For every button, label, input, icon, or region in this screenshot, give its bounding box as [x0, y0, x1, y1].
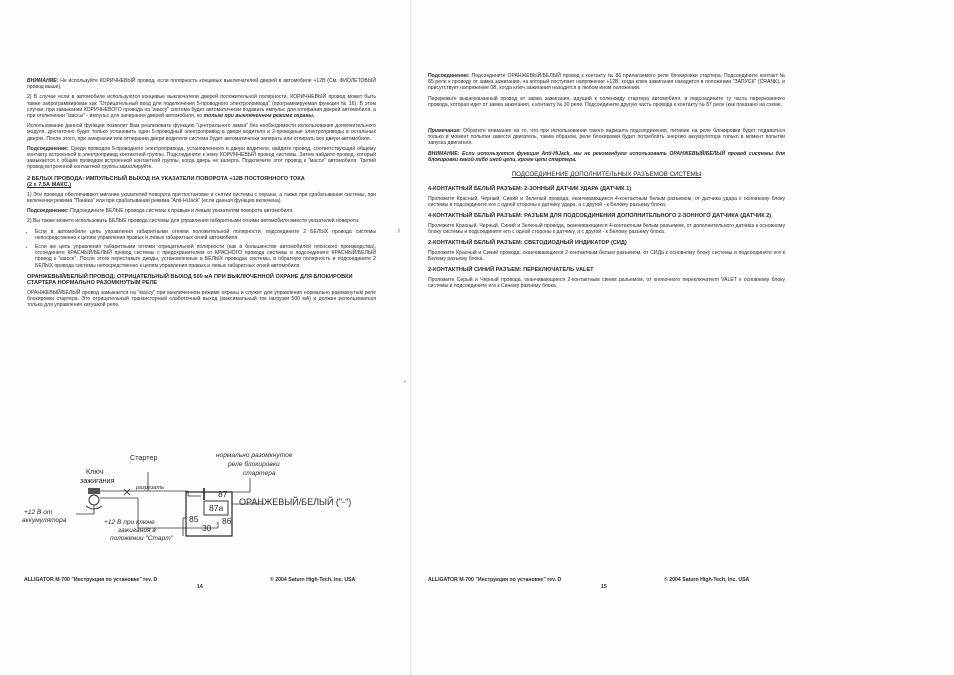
- diagram-wires: [18, 452, 378, 562]
- relay-connection-lead: Подсоединение:: [428, 73, 470, 79]
- battery-label-line1: +12 В от: [24, 509, 53, 516]
- scan-speck: [398, 228, 400, 233]
- list-item: • Если в автомобиле цепь управления габаритными огнями положительной полярности, подсоедините 2 БЕЛЫХ провода системы непосредственно к цепям управления правых и левых габаритных огней автомобиля.: [35, 229, 376, 241]
- connection-text: Среди проводов 5-проводного электропривода, установленного в двери водителя, найдите провод, соответствующий общему контакту встроенной в электропривод контактной группы. Подсоедините к нему КОРИЧНЕВЫЙ провод системы. Затем найдите провод, который замыкается с общим проводом встроенной контактной группы, когда дверь не заперта. Подключите этот провод к "массе" автомобиля. Третий провод встроенной контактной группы заизолируйте.: [27, 145, 376, 171]
- turn-signals-paragraph-1: 1) Эти провода обеспечивают мигание указателей поворота при постановке и снятии системы с охраны, а также при срабатывании системы, при включении режима "Паника" или при срабатывании режима "Anti-HiJack" (если данная функция включена).: [27, 191, 376, 205]
- subsection-title: 4-КОНТАКТНЫЙ БЕЛЫЙ РАЗЪЕМ: РАЗЪЕМ ДЛЯ ПОДСОЕДИНЕНИЯ ДОПОЛНИТЕЛЬНОГО 2-ЗОННОГО ДАТЧИКА (ДАТЧИК 2): [428, 213, 772, 220]
- pin-85-label: 85: [189, 514, 199, 524]
- turn-signals-paragraph-2: 2) Вы также можете использовать БЕЛЫЕ провода системы для управления габаритными огнями автомобиля вместо указателей поворота:: [27, 218, 360, 225]
- warning-text: Если используется функция Anti-HiJack, мы не рекомендуем использовать ОРАНЖЕВЫЙ/БЕЛЫЙ провод системы для блокировки какой-либо иной цепи, кроме цепи стартера.: [428, 150, 785, 163]
- ignition-key-label-line2: зажигания: [80, 476, 115, 485]
- subsection-text: Проложите Красный и Синий провода, оканчивающиеся 2-контактным белым разъемом, от СИДа к основному блоку системы и подсоедините его к Белому разъему блока.: [428, 249, 785, 262]
- attention-text: Не используйте КОРИЧНЕВЫЙ провод, если полярность концевых выключателей дверей в автомобиле +12В (См. ФИОЛЕТОВЫЙ провод выше).: [27, 78, 376, 91]
- brown-wire-tail: только при выключенном режиме охраны.: [203, 113, 315, 120]
- crank-label-line2: зажигания в: [118, 527, 156, 534]
- footer-left-copyright: © 2004 Saturn High-Tech, Inc. USA: [270, 577, 356, 583]
- right-page-text: [428, 73, 785, 293]
- subsection-title: 2-КОНТАКТНЫЙ БЕЛЫЙ РАЗЪЕМ: СВЕТОДИОДНЫЙ ИНДИКАТОР (СИД): [428, 240, 627, 247]
- relay-connection-paragraph: [428, 73, 785, 92]
- parking-lights-list: [27, 229, 376, 269]
- relay-note-line2: реле блокировки: [228, 461, 280, 468]
- pin-87-label: 87: [218, 489, 228, 499]
- attention-lead: ВНИМАНИЕ:: [27, 78, 59, 84]
- footer-right-title: ALLIGATOR M-700 "Инструкция по установке" rev. D: [428, 577, 562, 583]
- starter-relay-diagram: [18, 452, 378, 562]
- crank-label-line1: +12 В при ключе: [104, 519, 155, 526]
- cut-label: разрезать: [136, 485, 165, 491]
- subsection-text: Проложите Красный, Черный, Синий и Зеленый провода, оканчивающиеся 4-контактным белым разъемом, от датчика удара к основному блоку системы и подсоедините его с одной стороны к датчику удара, а с другой - к Белому разъему блока.: [428, 195, 785, 208]
- connection-lead: Подсоединение:: [27, 145, 69, 152]
- note-paragraph: [428, 128, 785, 147]
- pin-86-label: 86: [222, 516, 232, 526]
- section-turn-signals-title: [27, 176, 376, 189]
- relay-connection-text: Подсоедините ОРАНЖЕВЫЙ/БЕЛЫЙ провод к контакту № 86 прилагаемого реле блокировки стартера. Подсоедините контакт № 85 реле к проводу от замка зажигания, на который поступает напряжение +12В, когда ключ зажигания находится в положении "ЗАПУСК" (CRANK), и присутствует напряжение 0В, когда ключ зажигания находится в любом ином положении.: [428, 73, 785, 92]
- note-text: Обратите внимание на то, что при использовании такого варианта подсоединения, питание на реле блокировки будет подаваться только в момент попытки завести двигатель, таким образом, реле блокировки будет потреблять энергию аккумулятора только в момент попытки запуска двигателя.: [428, 128, 785, 147]
- subsection-text: Проложите Серый и Черный провода, оканчивающиеся 2-контактным синим разъемом, от кнопочного переключателя VALET к основному блоку системы и подсоедините его к Синему разъему блока.: [428, 276, 785, 289]
- starter-kill-paragraph: ОРАНЖЕВЫЙ/БЕЛЫЙ провод замыкается на "массу" при выключенном режиме охраны и служит для управления нормально разомкнутым реле блокировки стартера. Это отрицательный транзисторный слаботочный выход (максимальный ток нагрузки 500 мА) и должен использоваться только для управления катушкой реле.: [27, 290, 376, 309]
- brown-wire-text: 2) В случае если в автомобиле используются концевые выключатели дверей положительной полярности, КОРИЧНЕВЫЙ провод может быть также запрограммирован как "Отрицательный вход для подключения 5-проводного электропривода" (программируемая функция № 16). В этом случае, при замыкании КОРИЧНЕВОГО провода на "массу" система будет автоматически подавать импульс для отпирания дверей автомобиля, а при отключении "массы" - импульс для запирания дверей автомобиля, но: [27, 94, 376, 120]
- pin-87a-label: 87a: [209, 503, 224, 513]
- warning-paragraph: [428, 151, 785, 163]
- battery-label-line2: аккумулятора: [22, 517, 67, 524]
- starter-label: Стартер: [130, 453, 158, 462]
- page-number-left: 14: [197, 584, 203, 590]
- note-lead: Примечание:: [428, 128, 461, 135]
- section-starter-kill-title: ОРАНЖЕВЫЙ/БЕЛЫЙ ПРОВОД: ОТРИЦАТЕЛЬНЫЙ ВЫХОД 500 мА ПРИ ВЫКЛЮЧЕННОЙ ОХРАНЕ ДЛЯ БЛОКИРОВКИ СТАРТЕРА НОРМАЛЬНО РАЗОМКНУТЫМ РЕЛЕ: [27, 273, 353, 287]
- section-turn-signals-title-text: 2 БЕЛЫХ ПРОВОДА: ИМПУЛЬСНЫЙ ВЫХОД НА УКАЗАТЕЛИ ПОВОРОТА +12В ПОСТОЯННОГО ТОКА: [27, 175, 305, 182]
- additional-connectors-title: ПОДСОЕДИНЕНИЕ ДОПОЛНИТЕЛЬНЫХ РАЗЪЕМОВ СИСТЕМЫ: [511, 171, 702, 179]
- pin-30-label: 30: [202, 523, 212, 533]
- subsection-title: 2-КОНТАКТНЫЙ СИНИЙ РАЗЪЕМ: ПЕРЕКЛЮЧАТЕЛЬ VALET: [428, 267, 594, 274]
- page-number-right: 15: [601, 584, 607, 590]
- relay-note-line3: стартера: [243, 470, 276, 477]
- warning-lead: ВНИМАНИЕ:: [428, 150, 460, 157]
- footer-right-copyright: © 2004 Saturn High-Tech, Inc. USA: [664, 577, 750, 583]
- footer-left-title: ALLIGATOR M-700 "Инструкция по установке" rev. D: [24, 577, 158, 583]
- left-page: [0, 0, 412, 675]
- ignition-key-label-line1: Ключ: [86, 467, 104, 476]
- brown-wire-paragraph: [27, 94, 376, 119]
- section-turn-signals-subtitle: (2 х 7,5А МАКС.): [27, 182, 72, 189]
- cut-wire-paragraph: Перережьте вышеуказанный провод от замка зажигания, идущий к соленоиду стартера автомобиля, и подсоедините ту часть перерезанного провода, которая идет от замка зажигания, к контакту № 30 реле. Подсоедините другую часть провода к контакту № 87 реле (как показано на схеме.: [428, 95, 785, 108]
- turn-signals-connection-text: Подсоедините БЕЛЫЕ провода системы к правым и левым указателям поворота автомобиля.: [68, 208, 294, 215]
- orange-white-wire-label: ОРАНЖЕВЫЙ/БЕЛЫЙ ("-"): [239, 497, 352, 507]
- relay-note-line1: нормально разомкнутое: [216, 452, 293, 459]
- right-page: [412, 0, 954, 675]
- connection-paragraph: [27, 146, 376, 171]
- attention-paragraph: [27, 78, 376, 90]
- crank-label-line3: положении "Старт": [110, 535, 174, 542]
- turn-signals-connection: [27, 208, 376, 214]
- subsection-text: Проложите Красный, Черный, Синий и Зеленый провода, оканчивающиеся 4-контактным белым разъемом, от дополнительного датчика к основному блоку системы и подсоедините его с одной стороны к датчику, а с другой - к Белому разъему блока.: [428, 222, 785, 235]
- list-item: • Если же цепь управления габаритными огнями отрицательной полярности (как в большинстве автомобилей японского производства), отсоедините КРАСНЫЙ/БЕЛЫЙ провод системы с предохранителем от КРАСНОГО провода системы и подсоедините КРАСНЫЙ/БЕЛЫЙ провод к "массе". После этого переставьте диоды, установленные в БЕЛЫХ проводах системы, в обратную полярность и подсоедините 2 БЕЛЫХ провода системы непосредственно к цепям управления правых и левых габаритных огней автомобиля.: [35, 244, 376, 269]
- turn-signals-connection-lead: Подсоединение:: [27, 208, 69, 215]
- central-lock-paragraph: Использование данной функции позволит Вам реализовать функцию "центрального замка" без необходимости использования дополнительного модуля, достаточно будет только установить один 5-проводный электропривод в двери водителя и 2-проводные электроприводы в остальных дверях. После этого, при запирании или отпирании двери водителя система будет автоматически запирать или отпирать все двери автомобиля.: [27, 123, 376, 142]
- left-page-text: [27, 78, 376, 313]
- scan-speck: [404, 380, 406, 383]
- subsection-title: 4-КОНТАКТНЫЙ БЕЛЫЙ РАЗЪЕМ: 2-ЗОННЫЙ ДАТЧИК УДАРА (ДАТЧИК 1): [428, 186, 632, 193]
